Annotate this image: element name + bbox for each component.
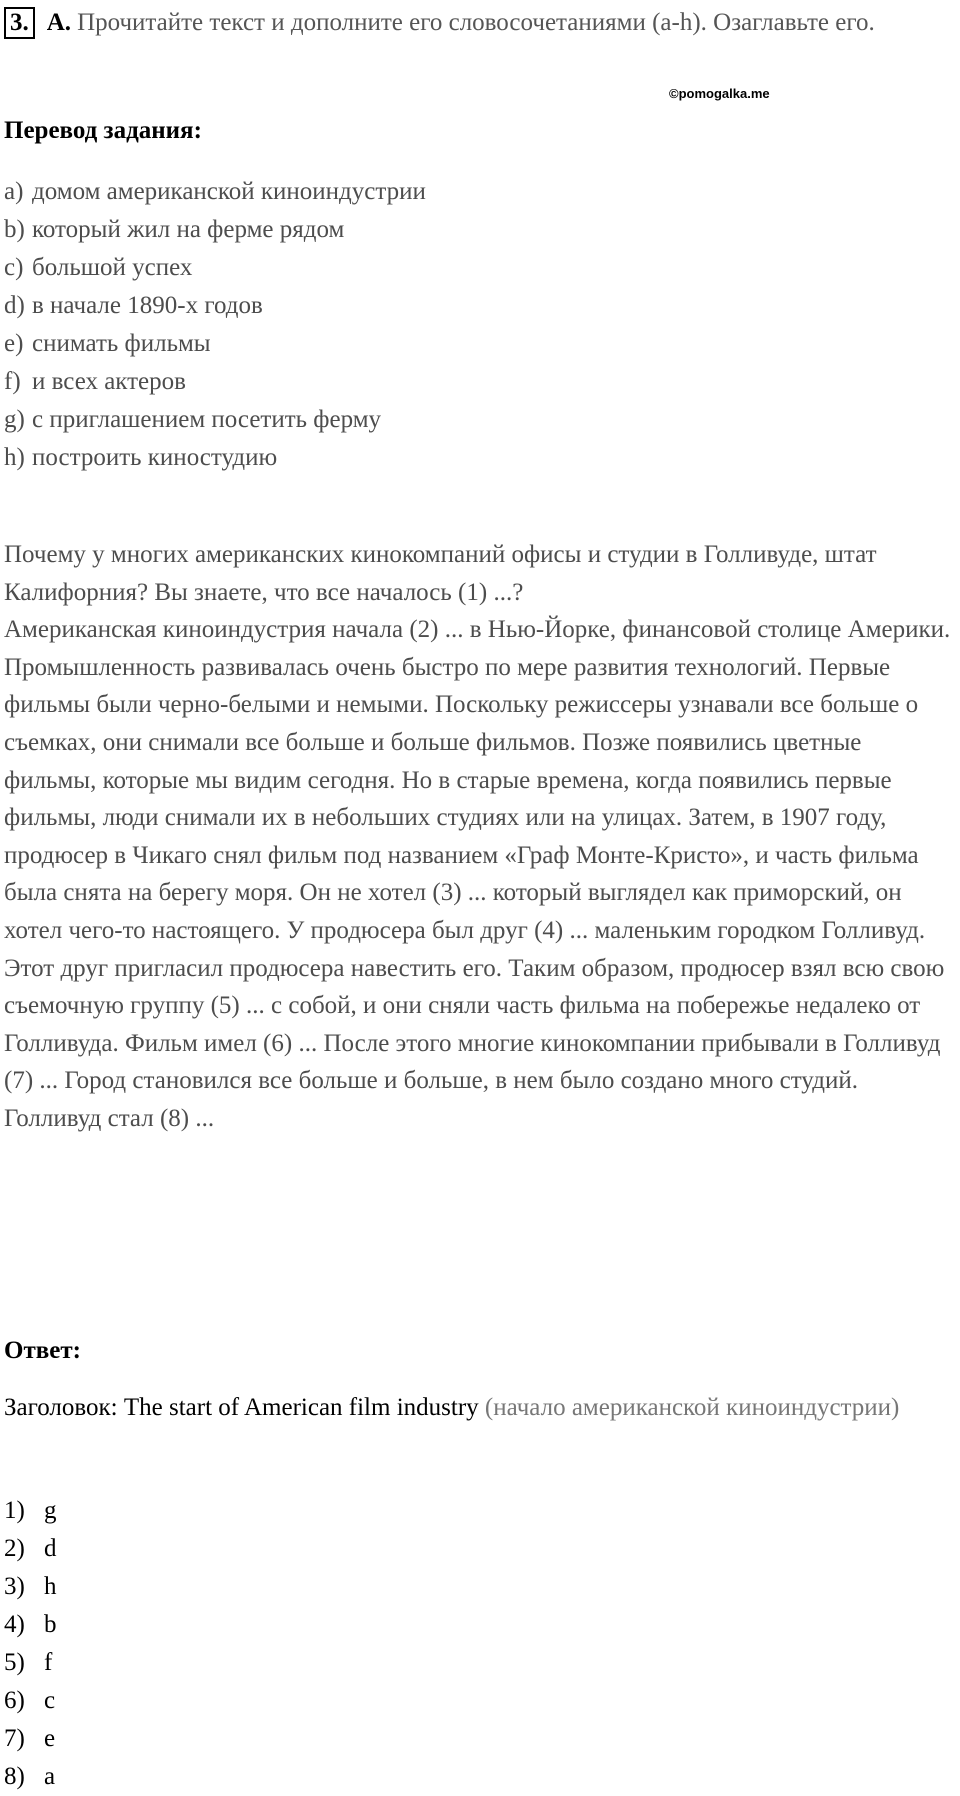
option-label: g) — [4, 406, 25, 433]
answer-item — [4, 1568, 57, 1606]
answer-letter: g — [44, 1497, 57, 1524]
option-label: a) — [4, 178, 24, 205]
answer-item — [4, 1492, 57, 1530]
option-label: e) — [4, 330, 24, 357]
option-c — [4, 249, 426, 287]
option-h — [4, 439, 426, 477]
answer-number: 2) — [4, 1535, 25, 1562]
passage-text: Почему у многих американских кинокомпаний офисы и студии в Голливуде, штат Калифорния? Вы знаете, что все началось (1) ...? Американская киноиндустрия начала (2) ... в Нью-Йорке, финансовой столице Америки. Промышленность развивалась очень быстро по мере развития технологий. Первые фильмы были черно-белыми и немыми. Поскольку режиссеры узнавали все больше о съемках, они снимали все больше и больше фильмов. Позже появились цветные фильмы, которые мы видим сегодня. Но в старые времена, когда появились первые фильмы, люди снимали их в небольших студиях или на улицах. Затем, в 1907 году, продюсер в Чикаго снял фильм под названием «Граф Монте-Кристо», и часть фильма была снята на берегу моря. Он не хотел (3) ... который выглядел как приморский, он хотел чего-то настоящего. У продюсера был друг (4) ... маленьким городком Голливуд. Этот друг пригласил продюсера навестить его. Таким образом, продюсер взял всю свою съемочную группу (5) ... с собой, и они сняли часть фильма на побережье недалеко от Голливуда. Фильм имел (6) ... После этого многие кинокомпании прибывали в Голливуд (7) ... Город становился все больше и больше, в нем было создано много студий. Голливуд стал (8) ... — [4, 541, 951, 1132]
answer-item — [4, 1720, 57, 1758]
answer-item — [4, 1682, 57, 1720]
answer-number: 8) — [4, 1763, 25, 1790]
answer-number: 3) — [4, 1573, 25, 1600]
answer-item — [4, 1758, 57, 1796]
options-list — [4, 173, 426, 477]
watermark: ©pomogalka.me — [669, 86, 770, 101]
option-text: который жил на ферме рядом — [32, 216, 345, 243]
option-text: и всех актеров — [32, 368, 186, 395]
answer-item — [4, 1606, 57, 1644]
answer-heading: Ответ: — [4, 1337, 81, 1364]
option-e — [4, 325, 426, 363]
answer-letter: f — [44, 1649, 53, 1676]
task-instruction: Прочитайте текст и дополните его словосочетаниями (a-h). Озаглавьте его. — [77, 9, 875, 36]
answer-number: 1) — [4, 1497, 25, 1524]
answer-number: 7) — [4, 1725, 25, 1752]
answer-letter: e — [44, 1725, 56, 1752]
task-number: 3. — [4, 7, 35, 39]
answer-title — [4, 1389, 944, 1427]
answer-letter: a — [44, 1763, 56, 1790]
option-label: b) — [4, 216, 25, 243]
answers-list — [4, 1492, 57, 1796]
option-label: c) — [4, 254, 24, 281]
option-d — [4, 287, 426, 325]
answer-item — [4, 1530, 57, 1568]
option-label: d) — [4, 292, 25, 319]
answer-number: 5) — [4, 1649, 25, 1676]
task-header — [4, 4, 954, 42]
task-letter: A. — [46, 9, 72, 36]
answer-number: 4) — [4, 1611, 25, 1638]
translation-heading: Перевод задания: — [4, 117, 202, 144]
answer-letter: c — [44, 1687, 56, 1714]
answer-item — [4, 1644, 57, 1682]
answer-title-translation: (начало американской киноиндустрии) — [484, 1394, 900, 1421]
answer-letter: h — [44, 1573, 57, 1600]
option-f — [4, 363, 426, 401]
option-label: f) — [4, 368, 21, 395]
option-text: в начале 1890-х годов — [32, 292, 263, 319]
option-g — [4, 401, 426, 439]
answer-number: 6) — [4, 1687, 25, 1714]
option-a — [4, 173, 426, 211]
answer-title-text: Заголовок: The start of American film industry — [4, 1394, 479, 1421]
option-label: h) — [4, 444, 25, 471]
option-text: с приглашением посетить ферму — [32, 406, 382, 433]
option-text: домом американской киноиндустрии — [32, 178, 426, 205]
option-b — [4, 211, 426, 249]
answer-letter: d — [44, 1535, 57, 1562]
option-text: большой успех — [32, 254, 193, 281]
option-text: построить киностудию — [32, 444, 278, 471]
option-text: снимать фильмы — [32, 330, 211, 357]
answer-letter: b — [44, 1611, 57, 1638]
